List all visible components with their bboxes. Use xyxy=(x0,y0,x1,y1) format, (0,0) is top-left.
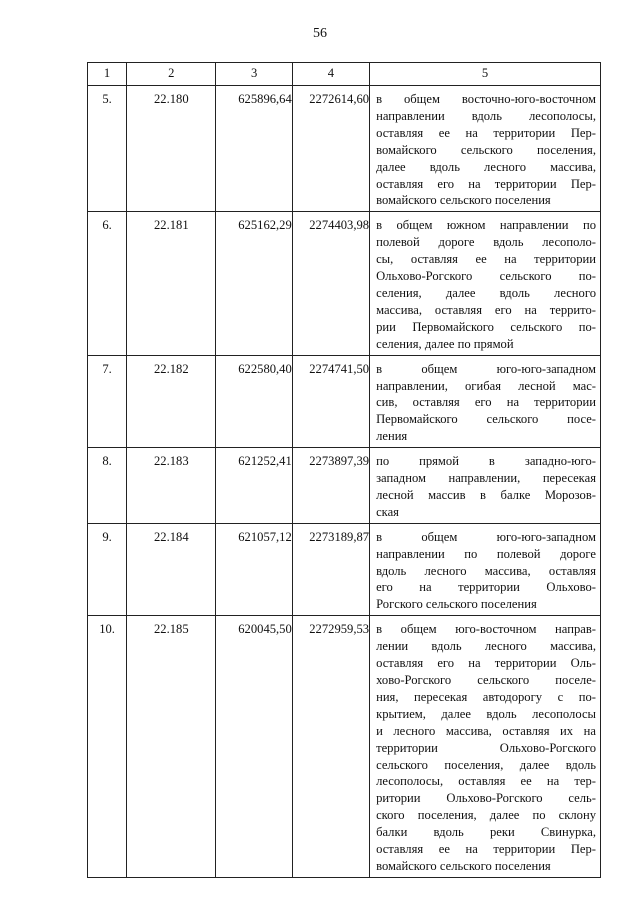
description-line: по прямой в западно-юго- xyxy=(376,454,596,469)
x-coordinate-cell: 620045,50 xyxy=(216,616,292,878)
point-code-cell: 22.181 xyxy=(127,212,216,355)
description-line: направлении по полевой дороге xyxy=(376,546,596,561)
header-col-5: 5 xyxy=(370,63,601,86)
description-line: сельского поселения, далее вдоль xyxy=(376,757,596,772)
point-code-cell: 22.184 xyxy=(127,523,216,616)
description-line: лесной массив в балке Морозов- xyxy=(376,487,596,502)
table-body xyxy=(88,63,601,878)
x-coordinate-cell: 621057,12 xyxy=(216,523,292,616)
table-header-row xyxy=(88,63,601,86)
description-line: в общем юго-юго-западном xyxy=(376,361,596,376)
description-line: далее вдоль лесного массива, xyxy=(376,159,596,174)
x-coordinate-cell: 625896,64 xyxy=(216,86,292,212)
description-line: ления xyxy=(376,429,408,444)
description-line: в общем юго-юго-западном xyxy=(376,529,596,544)
row-number-cell: 8. xyxy=(88,448,127,524)
row-number-cell: 9. xyxy=(88,523,127,616)
x-coordinate-cell: 625162,29 xyxy=(216,212,292,355)
description-line: направлении, огибая лесной мас- xyxy=(376,378,596,393)
description-line: вомайского сельского поселения xyxy=(376,858,551,873)
header-col-4: 4 xyxy=(292,63,369,86)
description-cell xyxy=(370,355,601,448)
description-line: ского поселения, далее по склону xyxy=(376,808,596,823)
row-number-cell: 10. xyxy=(88,616,127,878)
row-number-cell: 6. xyxy=(88,212,127,355)
boundary-table xyxy=(87,62,601,878)
description-line: вомайского сельского поселения, xyxy=(376,142,596,157)
description-line: лесополосы, оставляя ее на тер- xyxy=(376,774,596,789)
description-cell xyxy=(370,523,601,616)
header-col-3: 3 xyxy=(216,63,292,86)
description-cell xyxy=(370,448,601,524)
description-line: селения, далее по прямой xyxy=(376,336,514,351)
description-line: ния, пересекая автодорогу с по- xyxy=(376,689,596,704)
table-row xyxy=(88,448,601,524)
description-line: вомайского сельского поселения xyxy=(376,193,551,208)
description-line: ритории Ольхово-Рогского сель- xyxy=(376,791,596,806)
point-code-cell: 22.185 xyxy=(127,616,216,878)
description-line: в общем южном направлении по xyxy=(376,218,596,233)
table-row xyxy=(88,212,601,355)
point-code-cell: 22.183 xyxy=(127,448,216,524)
description-cell xyxy=(370,616,601,878)
y-coordinate-cell: 2274403,98 xyxy=(292,212,369,355)
description-line: направлении вдоль лесополосы, xyxy=(376,108,596,123)
description-line: оставляя ее на территории Пер- xyxy=(376,125,596,140)
description-line: западном направлении, пересекая xyxy=(376,471,596,486)
description-line: в общем восточно-юго-восточном xyxy=(376,92,596,106)
y-coordinate-cell: 2273189,87 xyxy=(292,523,369,616)
row-number-cell: 7. xyxy=(88,355,127,448)
header-col-1: 1 xyxy=(88,63,127,86)
x-coordinate-cell: 621252,41 xyxy=(216,448,292,524)
description-line: балки вдоль реки Свинурка, xyxy=(376,825,596,840)
y-coordinate-cell: 2273897,39 xyxy=(292,448,369,524)
description-line: Первомайского сельского посе- xyxy=(376,412,596,427)
y-coordinate-cell: 2274741,50 xyxy=(292,355,369,448)
y-coordinate-cell: 2272959,53 xyxy=(292,616,369,878)
table-row xyxy=(88,616,601,878)
point-code-cell: 22.180 xyxy=(127,86,216,212)
table-row xyxy=(88,355,601,448)
header-col-2: 2 xyxy=(127,63,216,86)
description-line: сы, оставляя ее на территории xyxy=(376,252,596,267)
description-line: массива, оставляя его на террито- xyxy=(376,302,596,317)
table-row xyxy=(88,523,601,616)
row-number-cell: 5. xyxy=(88,86,127,212)
description-line: селения, далее вдоль лесного xyxy=(376,285,596,300)
description-line: рии Первомайского сельского по- xyxy=(376,319,596,334)
description-line: Рогского сельского поселения xyxy=(376,597,537,612)
description-line: вдоль лесного массива, оставляя xyxy=(376,563,596,578)
description-line: оставляя ее на территории Пер- xyxy=(376,842,596,857)
description-line: территории Ольхово-Рогского xyxy=(376,740,596,755)
description-cell xyxy=(370,212,601,355)
description-line: в общем юго-восточном направ- xyxy=(376,622,596,637)
description-line: крытием, далее вдоль лесополосы xyxy=(376,706,596,721)
description-line: хово-Рогского сельского поселе- xyxy=(376,673,596,687)
description-cell xyxy=(370,86,601,212)
description-line: оставляя его на территории Пер- xyxy=(376,176,596,191)
table-row xyxy=(88,86,601,212)
description-line: сив, оставляя его на территории xyxy=(376,395,596,410)
description-line: и лесного массива, оставляя их на xyxy=(376,723,596,738)
point-code-cell: 22.182 xyxy=(127,355,216,448)
y-coordinate-cell: 2272614,60 xyxy=(292,86,369,212)
description-line: оставляя его на территории Оль- xyxy=(376,656,596,671)
page-number: 56 xyxy=(313,26,327,41)
description-line: ская xyxy=(376,504,399,519)
description-line: Ольхово-Рогского сельского по- xyxy=(376,269,596,284)
description-line: полевой дороге вдоль лесополо- xyxy=(376,235,596,250)
description-line: лении вдоль лесного массива, xyxy=(376,639,596,654)
description-line: его на территории Ольхово- xyxy=(376,580,596,595)
x-coordinate-cell: 622580,40 xyxy=(216,355,292,448)
